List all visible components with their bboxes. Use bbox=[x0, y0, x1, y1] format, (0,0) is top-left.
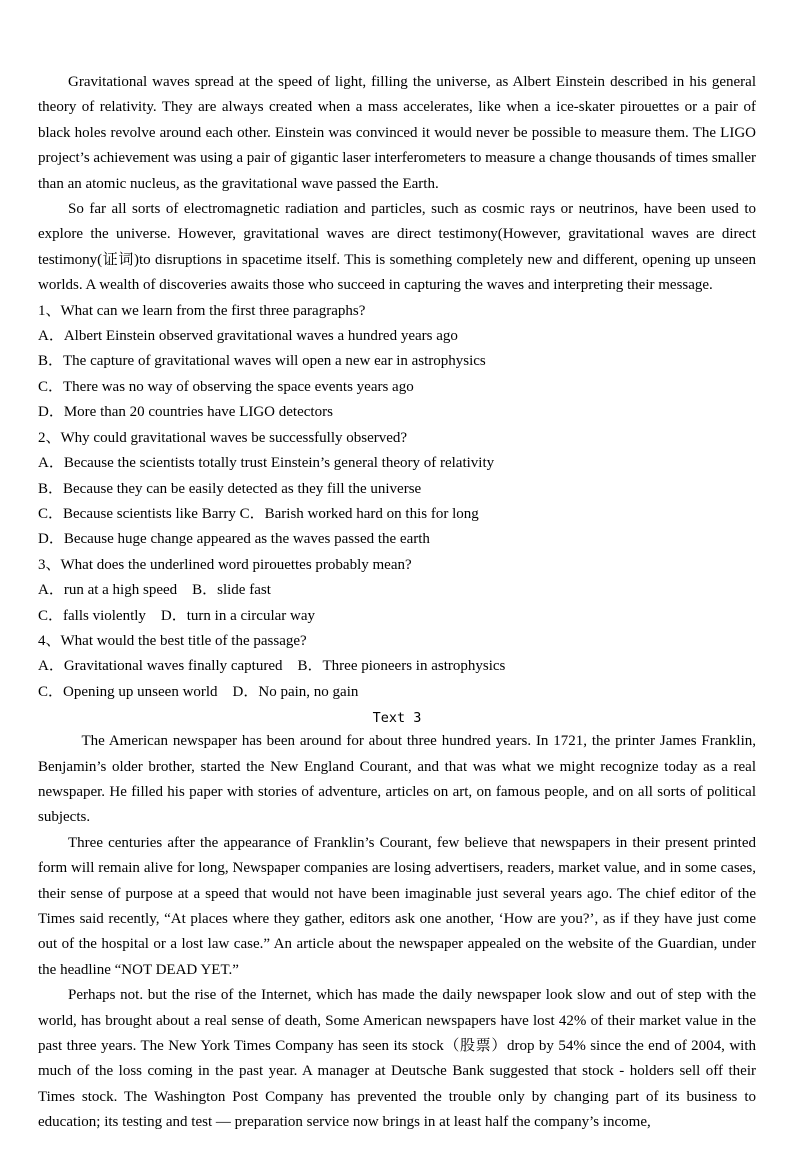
question-3-stem: 3、What does the underlined word pirouettes probably mean? bbox=[38, 556, 412, 573]
passage1-paragraph-1: Gravitational waves spread at the speed of light, filling the universe, as Albert Einstein described in his general theory of relativity. They are always created when a mass accelerates, like when a ice-skater pirouettes or a pair of black holes revolve around each other. Einstein was convinced it would never be possible to measure them. The LIGO project’s achievement was using a pair of gigantic laser interferometers to measure a change thousands of times smaller than an atomic nucleus, as the gravitational wave passed the Earth. bbox=[38, 74, 756, 192]
question-1-option-d: D．More than 20 countries have LIGO detectors bbox=[38, 404, 333, 421]
passage1-paragraph-2: So far all sorts of electromagnetic radiation and particles, such as cosmic rays or neutrinos, have been used to explore the universe. However, gravitational waves are direct testimony(However, gravitational waves are direct testimony(证词)to disruptions in spacetime itself. This is something completely new and different, opening up unseen worlds. A wealth of discoveries awaits those who succeed in capturing the waves and interpreting their message. bbox=[38, 201, 756, 294]
question-4-options-cd: C．Opening up unseen world D．No pain, no gain bbox=[38, 683, 359, 700]
question-2-stem: 2、Why could gravitational waves be successfully observed? bbox=[38, 429, 408, 446]
question-2-option-b: B．Because they can be easily detected as they fill the universe bbox=[38, 480, 422, 497]
question-4-stem: 4、What would the best title of the passage? bbox=[38, 632, 307, 649]
question-3-options-ab: A．run at a high speed B．slide fast bbox=[38, 582, 271, 599]
question-2-option-c: C．Because scientists like Barry C．Barish worked hard on this for long bbox=[38, 505, 479, 522]
question-1-option-c: C．There was no way of observing the space events years ago bbox=[38, 378, 414, 395]
question-1-stem: 1、What can we learn from the first three paragraphs? bbox=[38, 302, 366, 319]
passage2-paragraph-3: Perhaps not. but the rise of the Internet, which has made the daily newspaper look slow and out of step with the world, has brought about a real sense of death, Some American newspapers have lost 42% of their market value in the past three years. The New York Times Company has seen its stock（股票）drop by 54% since the end of 2004, with much of the loss coming in the past year. A manager at Deutsche Bank suggested that stock - holders sell off their Times stock. The Washington Post Company has prevented the trouble only by changing part of its business to education; its testing and test — preparation service now brings in at least half the company’s income, bbox=[38, 987, 756, 1131]
question-3-options-cd: C．falls violently D．turn in a circular way bbox=[38, 607, 316, 624]
question-2-option-d: D．Because huge change appeared as the waves passed the earth bbox=[38, 531, 430, 548]
section-heading-text-3: Text 3 bbox=[372, 710, 422, 727]
question-2-option-a: A．Because the scientists totally trust Einstein’s general theory of relativity bbox=[38, 455, 495, 472]
question-4-options-ab: A．Gravitational waves finally captured B．Three pioneers in astrophysics bbox=[38, 658, 506, 675]
passage2-paragraph-2: Three centuries after the appearance of Franklin’s Courant, few believe that newspapers in their present printed form will remain alive for long, Newspaper companies are losing advertisers, readers, market value, and in some cases, their sense of purpose at a speed that would not have been imaginable just several years ago. The chief editor of the Times said recently, “At places where they gather, editors ask one another, ‘How are you?’, as if they have just come out of the hospital or a lost law case.” An article about the newspaper appealed on the website of the Guardian, under the headline “NOT DEAD YET.” bbox=[38, 834, 756, 978]
passage2-paragraph-1: The American newspaper has been around for about three hundred years. In 1721, the printer James Franklin, Benjamin’s older brother, started the New England Courant, and that was what we might recognize today as a real newspaper. He filled his paper with stories of adventure, articles on art, on famous people, and on all sorts of political subjects. bbox=[38, 733, 756, 826]
question-1-option-b: B．The capture of gravitational waves will open a new ear in astrophysics bbox=[38, 353, 486, 370]
question-1-option-a: A．Albert Einstein observed gravitational waves a hundred years ago bbox=[38, 328, 458, 345]
